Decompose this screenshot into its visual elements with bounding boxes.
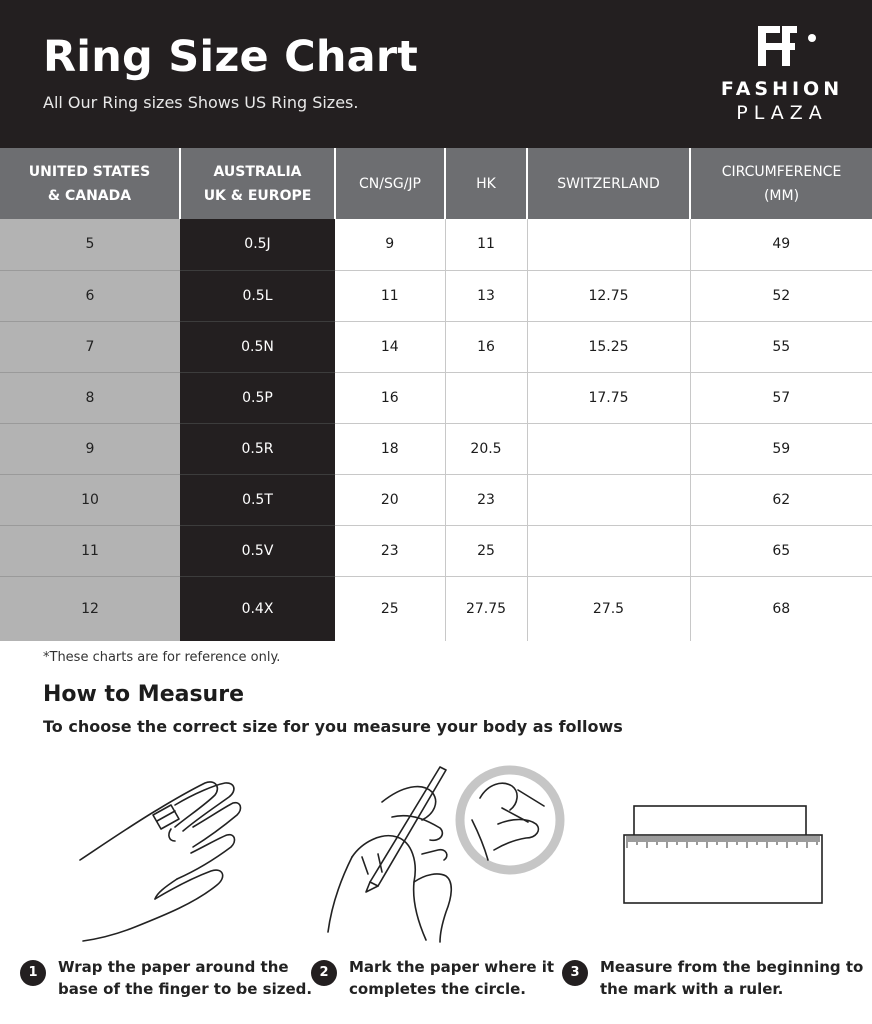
cell-us: 12	[0, 576, 180, 641]
table-header-row	[0, 148, 872, 219]
header-circumference: CIRCUMFERENCE (MM)	[690, 148, 872, 219]
cell-au: 0.5N	[180, 321, 335, 372]
cell-mm: 59	[690, 423, 872, 474]
cell-mm: 65	[690, 525, 872, 576]
table-row	[0, 372, 872, 423]
cell-ch	[527, 423, 690, 474]
brand-name-line1: FASHION	[720, 78, 844, 100]
cell-cn: 11	[335, 270, 445, 321]
cell-ch	[527, 219, 690, 270]
cell-au: 0.5L	[180, 270, 335, 321]
cell-ch: 27.5	[527, 576, 690, 641]
step-text: Measure from the beginning to the mark with a ruler.	[600, 958, 864, 998]
cell-us: 5	[0, 219, 180, 270]
cell-hk: 25	[445, 525, 527, 576]
cell-cn: 9	[335, 219, 445, 270]
how-to-measure-subtitle: To choose the correct size for you measure your body as follows	[43, 717, 623, 736]
cell-us: 8	[0, 372, 180, 423]
cell-us: 11	[0, 525, 180, 576]
ruler-icon	[618, 800, 828, 910]
header-australia-uk-europe: AUSTRALIA UK & EUROPE	[180, 148, 335, 219]
cell-au: 0.5P	[180, 372, 335, 423]
cell-mm: 57	[690, 372, 872, 423]
cell-au: 0.5J	[180, 219, 335, 270]
cell-ch	[527, 525, 690, 576]
cell-us: 6	[0, 270, 180, 321]
page-subtitle: All Our Ring sizes Shows US Ring Sizes.	[43, 93, 359, 112]
header-banner	[0, 0, 872, 148]
fp-monogram-icon	[758, 26, 820, 68]
cell-cn: 25	[335, 576, 445, 641]
cell-cn: 20	[335, 474, 445, 525]
hand-wrap-icon	[75, 775, 255, 945]
how-to-measure-title: How to Measure	[43, 682, 244, 707]
header-hk: HK	[445, 148, 527, 219]
cell-mm: 68	[772, 600, 791, 617]
step-number-badge: 3	[562, 960, 588, 986]
cell-hk: 27.75	[445, 576, 527, 641]
table-row	[0, 474, 872, 525]
table-row	[0, 525, 872, 576]
cell-mm: 49	[690, 219, 872, 270]
table-row	[0, 219, 872, 270]
brand-name-line2: PLAZA	[736, 102, 828, 124]
brand-logo	[712, 24, 852, 128]
header-switzerland: SWITZERLAND	[527, 148, 690, 219]
step-text: Wrap the paper around the base of the finger to be sized.	[58, 958, 313, 998]
cell-hk: 13	[445, 270, 527, 321]
cell-au: 0.5R	[180, 423, 335, 474]
cell-ch: 15.25	[527, 321, 690, 372]
cell-us: 9	[0, 423, 180, 474]
step-number-badge: 2	[311, 960, 337, 986]
step-number-badge: 1	[20, 960, 46, 986]
cell-cn: 16	[335, 372, 445, 423]
cell-hk: 23	[445, 474, 527, 525]
page-title: Ring Size Chart	[43, 32, 419, 82]
table-row	[0, 423, 872, 474]
header-us-canada: UNITED STATES & CANADA	[0, 148, 180, 219]
cell-mm: 62	[690, 474, 872, 525]
table-row	[0, 321, 872, 372]
cell-hk	[445, 372, 527, 423]
cell-cn: 18	[335, 423, 445, 474]
cell-cn: 14	[335, 321, 445, 372]
reference-note: *These charts are for reference only.	[43, 650, 281, 665]
cell-au: 0.4X	[180, 576, 335, 641]
table-row	[0, 576, 872, 641]
cell-ch	[527, 474, 690, 525]
cell-hk: 16	[445, 321, 527, 372]
cell-cn: 23	[335, 525, 445, 576]
cell-au: 0.5V	[180, 525, 335, 576]
table-row	[0, 270, 872, 321]
cell-ch: 12.75	[527, 270, 690, 321]
cell-us: 7	[0, 321, 180, 372]
cell-mm: 52	[690, 270, 872, 321]
cell-hk: 11	[445, 219, 527, 270]
cell-au: 0.5T	[180, 474, 335, 525]
cell-hk: 20.5	[445, 423, 527, 474]
cell-ch: 17.75	[527, 372, 690, 423]
cell-mm: 55	[690, 321, 872, 372]
hand-mark-pen-icon	[322, 762, 572, 947]
cell-us: 10	[0, 474, 180, 525]
step-text: Mark the paper where it completes the circle.	[349, 958, 555, 998]
ring-size-table	[0, 148, 872, 641]
header-cn-sg-jp: CN/SG/JP	[335, 148, 445, 219]
